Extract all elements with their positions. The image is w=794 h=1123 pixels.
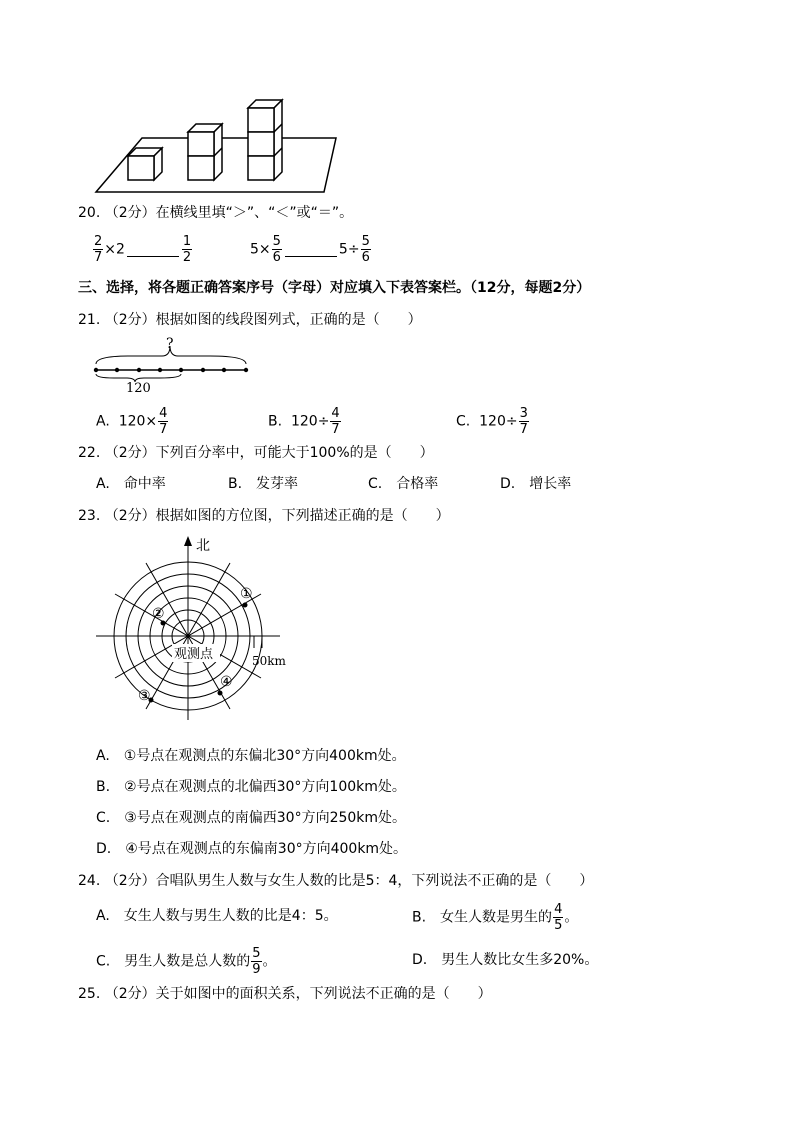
question-20-expression-2: 5× $\frac{5}{6}$ 5÷ $\frac{5}{6}$: [250, 234, 370, 265]
question-21-stem: 21. （2分）根据如图的线段图列式，正确的是（ ）: [78, 312, 422, 328]
direction-map-figure: [96, 534, 286, 724]
fraction: $\frac{5}{6}$: [272, 234, 281, 265]
q22-option-d[interactable]: D. 增长率: [500, 476, 572, 492]
q23-option-c[interactable]: C. ③号点在观测点的南偏西30°方向250km处。: [96, 810, 407, 826]
cube-stacks-figure: [92, 96, 342, 196]
point-3-label: ③: [138, 688, 151, 704]
q23-option-b[interactable]: B. ②号点在观测点的北偏西30°方向100km处。: [96, 779, 406, 795]
center-label: 观测点: [174, 647, 214, 662]
q24-option-d[interactable]: D. 男生人数比女生多20%。: [412, 952, 599, 968]
q22-option-c[interactable]: C. 合格率: [368, 476, 439, 492]
q22-option-b[interactable]: B. 发芽率: [228, 476, 299, 492]
q22-option-a[interactable]: A. 命中率: [96, 476, 166, 492]
question-23-stem: 23. （2分）根据如图的方位图，下列描述正确的是（ ）: [78, 508, 450, 524]
line-segment-figure: [90, 334, 255, 394]
q23-option-d[interactable]: D. ④号点在观测点的东偏南30°方向400km处。: [96, 841, 408, 857]
scale-label: 50km: [252, 654, 286, 668]
point-2-label: ②: [152, 606, 165, 622]
q21-option-c[interactable]: C. 120÷ $\frac{3}{7}$: [456, 406, 528, 437]
answer-blank[interactable]: [127, 242, 179, 257]
q24-option-a[interactable]: A. 女生人数与男生人数的比是4：5。: [96, 908, 338, 924]
fraction: $\frac{5}{6}$: [361, 234, 370, 265]
question-24-stem: 24. （2分）合唱队男生人数与女生人数的比是5：4，下列说法不正确的是（ ）: [78, 873, 594, 889]
segment-label: 120: [126, 381, 151, 394]
point-1-label: ①: [240, 586, 253, 602]
q24-option-c[interactable]: C. 男生人数是总人数的 $\frac{5}{9}$ 。: [96, 946, 277, 977]
answer-blank[interactable]: [285, 242, 337, 257]
question-22-stem: 22. （2分）下列百分率中，可能大于100%的是（ ）: [78, 445, 434, 461]
fraction: $\frac{2}{7}$: [94, 234, 103, 265]
section-3-title: 三、选择，将各题正确答案序号（字母）对应填入下表答案栏。（12分，每题2分）: [78, 280, 591, 296]
question-20-stem: 20. （2分）在横线里填“＞”、“＜”或“＝”。: [78, 205, 354, 221]
q24-option-b[interactable]: B. 女生人数是男生的 $\frac{4}{5}$ 。: [412, 902, 579, 933]
q21-option-b[interactable]: B. 120÷ $\frac{4}{7}$: [268, 406, 340, 437]
question-25-stem: 25. （2分）关于如图中的面积关系，下列说法不正确的是（ ）: [78, 986, 492, 1002]
q21-option-a[interactable]: A. 120× $\frac{4}{7}$: [96, 406, 168, 437]
q23-option-a[interactable]: A. ①号点在观测点的东偏北30°方向400km处。: [96, 748, 406, 764]
question-20-expression-1: $\frac{2}{7}$ ×2 $\frac{1}{2}$: [94, 234, 192, 265]
fraction: $\frac{1}{2}$: [182, 234, 192, 265]
north-label: 北: [196, 538, 210, 554]
question-mark: ?: [166, 336, 174, 352]
point-4-label: ④: [220, 674, 233, 690]
